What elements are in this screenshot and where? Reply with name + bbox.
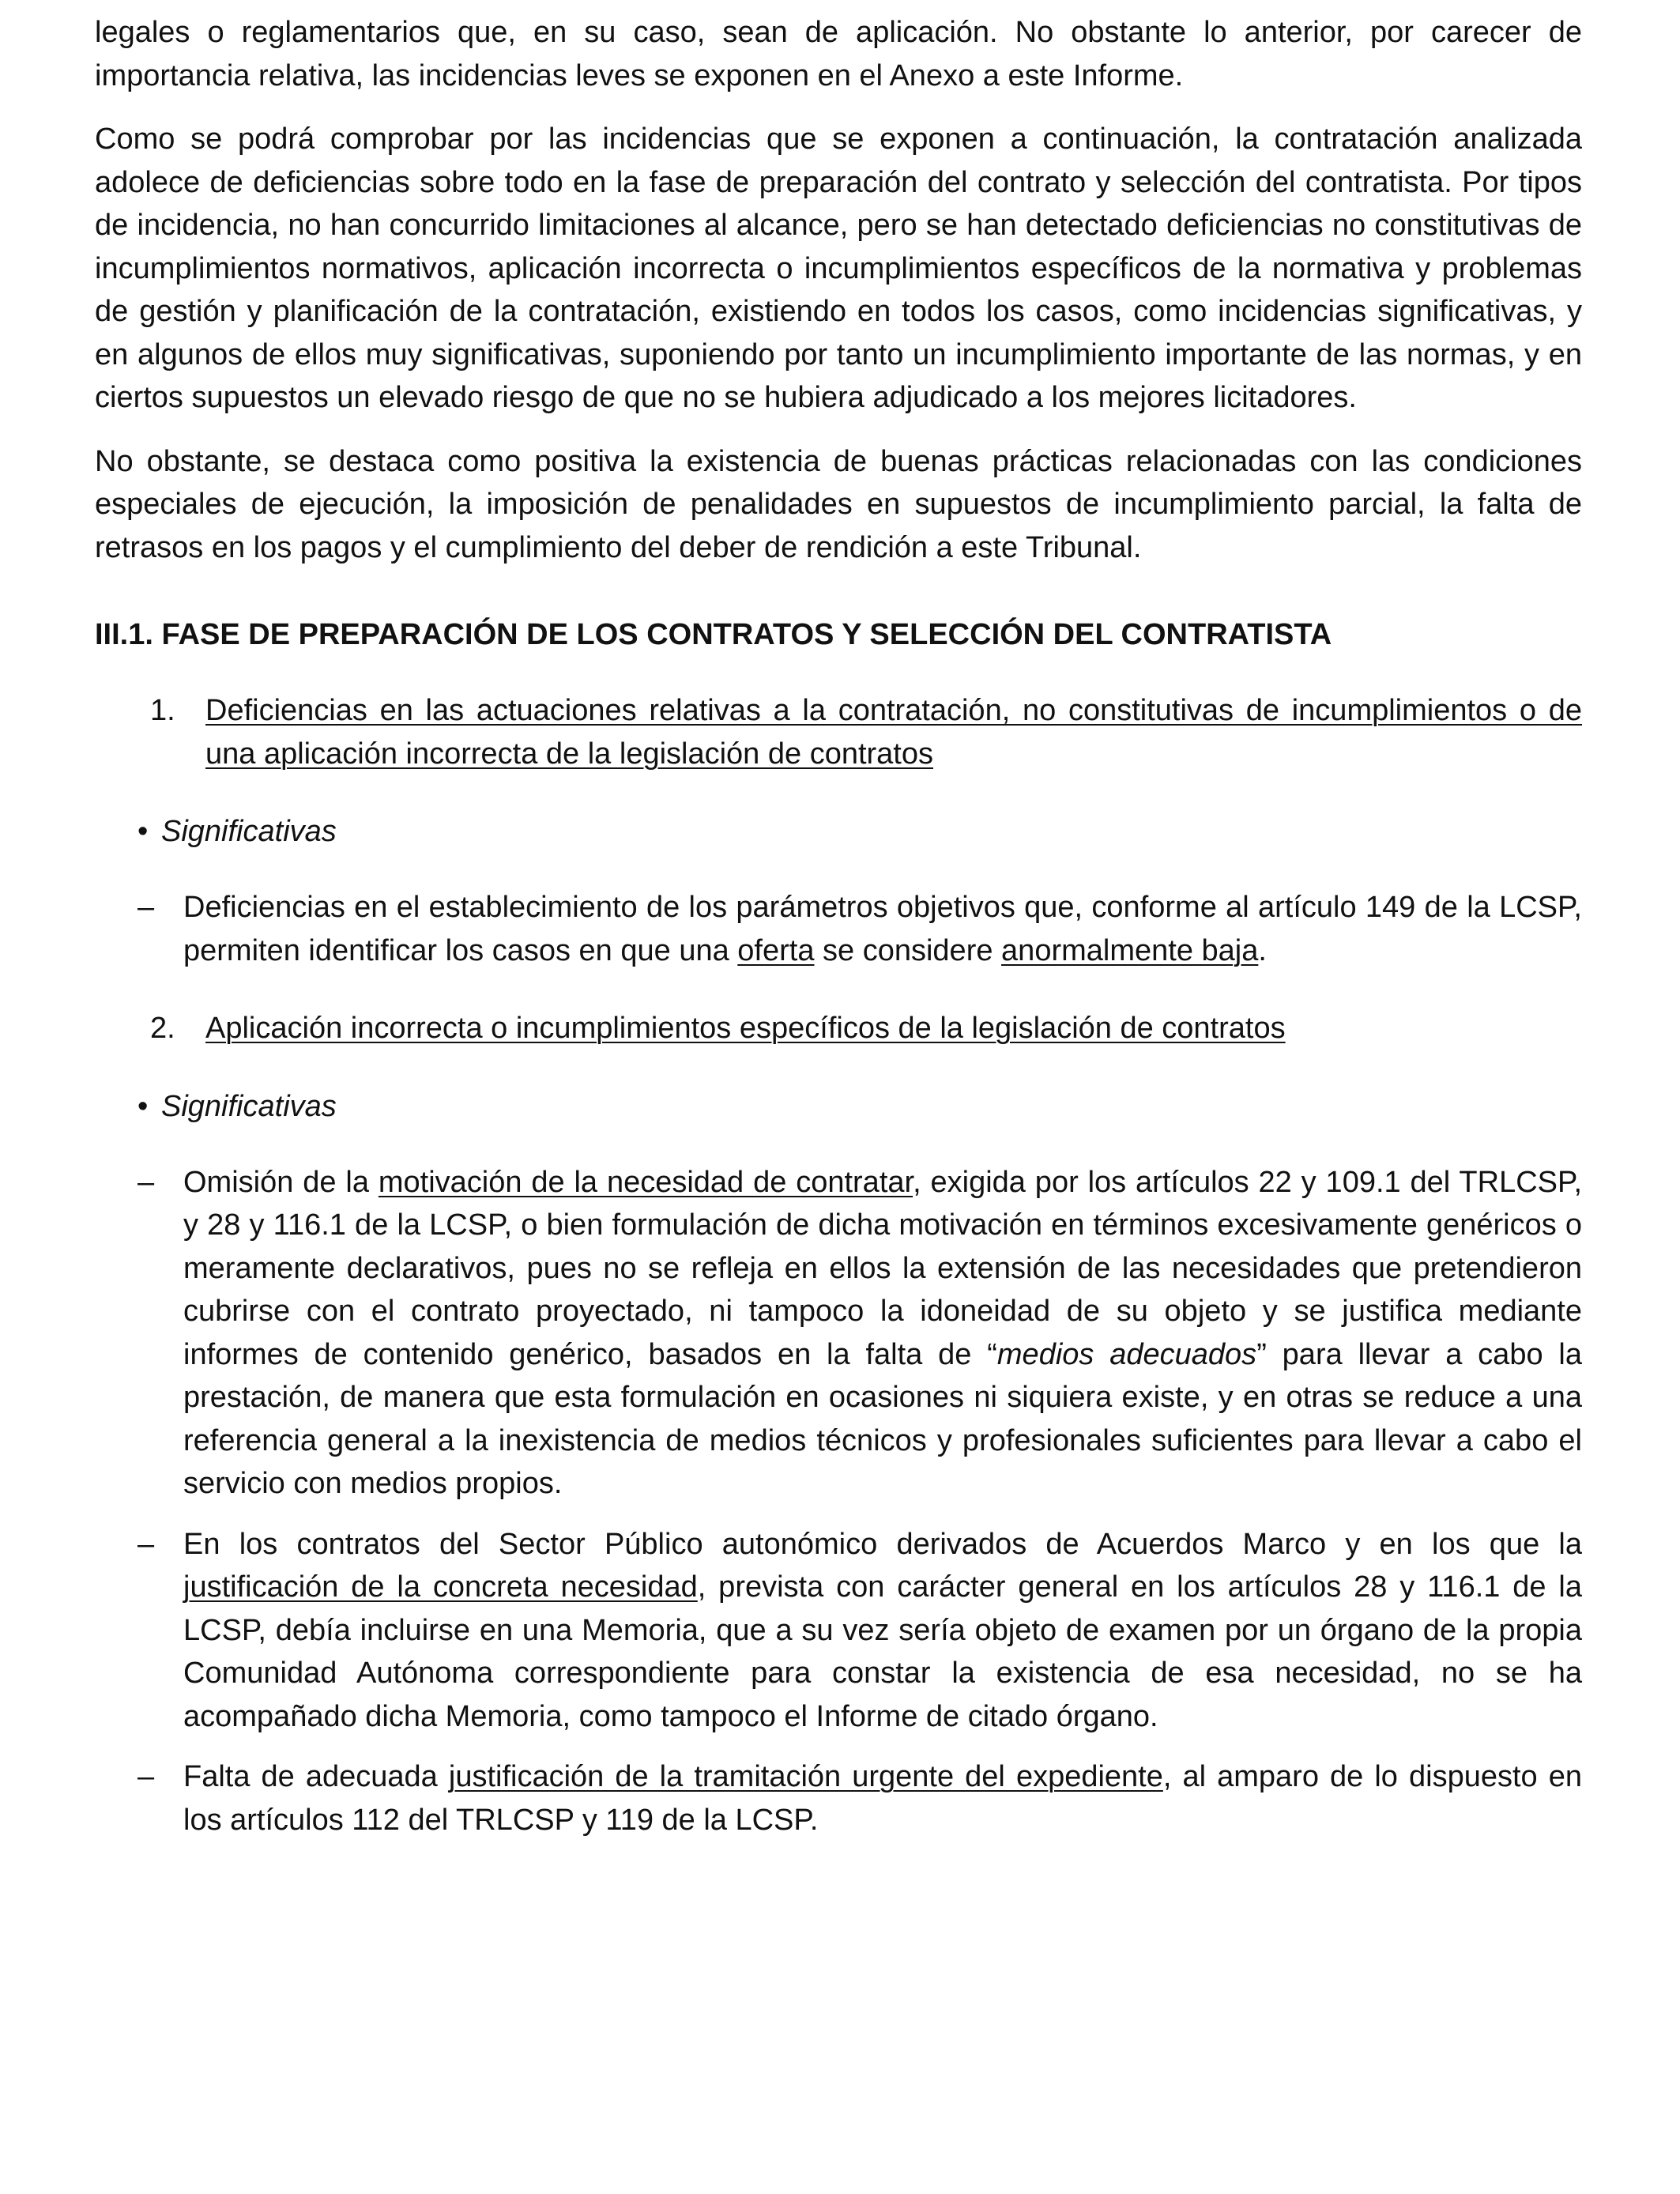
- underlined-term: justificación de la concreta necesidad: [183, 1570, 698, 1604]
- section-heading: III.1. FASE DE PREPARACIÓN DE LOS CONTRATOS Y SELECCIÓN DEL CONTRATISTA: [95, 618, 1332, 651]
- text-segment: Deficiencias en el establecimiento de los parámetros objetivos que, conforme al artículo 149 de la LCSP, permiten identificar los casos en que una: [183, 891, 1582, 967]
- text-segment: , prevista con carácter general en los artículos 28 y 116.1 de la LCSP, debía incluirse en una Memoria, que a su vez sería objeto de examen por un órgano de la propia Comunidad Autónoma correspondiente para constar la existencia de esa necesidad, no se ha acompañado dicha Memoria, como tampoco el Informe de citado órgano.: [183, 1570, 1582, 1733]
- text-segment: se considere: [814, 933, 1002, 967]
- text-segment: ” para llevar a cabo la prestación, de manera que esta formulación en ocasiones ni siquiera existe, y en otras se reduce a una referencia general a la inexistencia de medios técnicos y profesionales suficientes para llevar a cabo el servicio con medios propios.: [183, 1337, 1582, 1500]
- italic-term: medios adecuados: [996, 1337, 1257, 1371]
- text-segment: Falta de adecuada: [183, 1760, 449, 1793]
- text-segment: .: [1258, 933, 1267, 967]
- dash-marker: –: [137, 1760, 155, 1793]
- dash-item: [95, 1523, 1582, 1739]
- numbered-item-2: [95, 1007, 1582, 1050]
- category-bullet: [95, 1085, 1582, 1128]
- item-number: 2.: [150, 1012, 175, 1045]
- dash-marker: –: [137, 1165, 155, 1199]
- paragraph-buenas-practicas: No obstante, se destaca como positiva la existencia de buenas prácticas relacionadas con las condiciones especiales de ejecución, la imposición de penalidades en supuestos de incumplimiento parcial, la falta de retrasos en los pagos y el cumplimiento del deber de rendición a este Tribunal.: [95, 444, 1582, 564]
- bullet-icon: •: [137, 1089, 149, 1123]
- underlined-term: oferta: [737, 933, 815, 967]
- dash-item: [95, 1161, 1582, 1506]
- underlined-term: justificación de la tramitación urgente del expediente: [448, 1760, 1163, 1793]
- dash-item: [95, 886, 1582, 972]
- text-segment: Omisión de la: [183, 1165, 379, 1199]
- underlined-term: motivación de la necesidad de contratar: [378, 1165, 913, 1199]
- category-label: Significativas: [161, 1089, 337, 1123]
- dash-item: [95, 1755, 1582, 1842]
- bullet-icon: •: [137, 815, 149, 848]
- item-number: 1.: [150, 694, 175, 727]
- item-title: Aplicación incorrecta o incumplimientos específicos de la legislación de contratos: [205, 1012, 1286, 1045]
- document-page: [95, 11, 1582, 1859]
- text-segment: , exigida por los artículos 22 y 109.1 del TRLCSP, y 28 y 116.1 de la LCSP, o bien formulación de dicha motivación en términos excesivamente genéricos o meramente declarativos, pues no se refleja en ellos la extensión de las necesidades que pretendieron cubrirse con el contrato proyectado, ni tampoco la idoneidad de su objeto y se justifica mediante informes de contenido genérico, basados en la falta de “: [183, 1165, 1583, 1371]
- dash-marker: –: [137, 891, 155, 924]
- text-segment: En los contratos del Sector Público autonómico derivados de Acuerdos Marco y en los que la: [183, 1527, 1582, 1561]
- numbered-item-1: [95, 689, 1582, 775]
- paragraph-intro-continuation: legales o reglamentarios que, en su caso, sean de aplicación. No obstante lo anterior, por carecer de importancia relativa, las incidencias leves se exponen en el Anexo a este Informe.: [95, 16, 1582, 92]
- underlined-term: anormalmente baja: [1001, 933, 1259, 967]
- category-label: Significativas: [161, 815, 337, 848]
- dash-marker: –: [137, 1527, 155, 1561]
- item-title: Deficiencias en las actuaciones relativas a la contratación, no constitutivas de incumplimientos o de una aplicación incorrecta de la legislación de contratos: [205, 694, 1582, 771]
- category-bullet: [95, 810, 1582, 853]
- paragraph-incidencias-summary: Como se podrá comprobar por las incidencias que se exponen a continuación, la contratación analizada adolece de deficiencias sobre todo en la fase de preparación del contrato y selección del contratista. Por tipos de incidencia, no han concurrido limitaciones al alcance, pero se han detectado deficiencias no constitutivas de incumplimientos normativos, aplicación incorrecta o incumplimientos específicos de la normativa y problemas de gestión y planificación de la contratación, existiendo en todos los casos, como incidencias significativas, y en algunos de ellos muy significativas, suponiendo por tanto un incumplimiento importante de las normas, y en ciertos supuestos un elevado riesgo de que no se hubiera adjudicado a los mejores licitadores.: [95, 123, 1582, 414]
- text-segment: , al amparo de lo dispuesto en los artículos 112 del TRLCSP y 119 de la LCSP.: [183, 1760, 1582, 1837]
